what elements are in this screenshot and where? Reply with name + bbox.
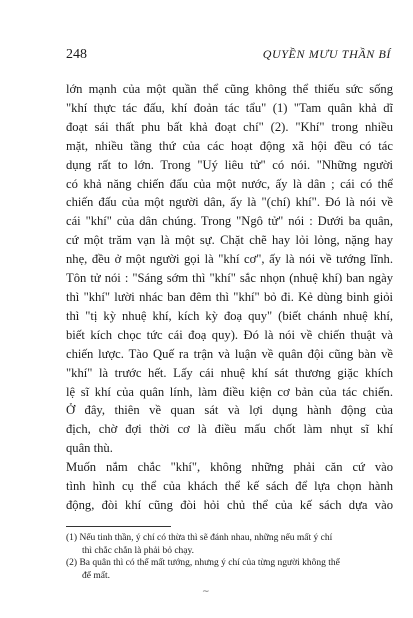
text-line: lệ sĩ khí của quân lính, làm điều kiện cơ bản của tác chiến.: [66, 384, 393, 399]
text-line: "khí thực tác đấu, khí đoản tác tẩu" (1) "Tam quân khả dĩ: [66, 100, 393, 115]
body-paragraph-2: [66, 458, 393, 515]
text-line: nhẹ, đều ở một người gọi là "khí cơ", ấy là nói về tướng lĩnh.: [66, 252, 393, 267]
footnote-divider: [66, 526, 171, 527]
body-paragraph-1: [66, 80, 393, 458]
footnote-2-continuation: để mất.: [82, 570, 110, 581]
text-line: dụng rất to lớn. Trong "Uý liêu tử" có nói. "Những người: [66, 157, 393, 172]
footnotes: [66, 532, 393, 582]
text-line: có khả năng chiến đấu của một nước, ấy là dân ; cái có thể: [66, 176, 393, 191]
text-line: mặt, nhiều tầng thứ của các hoạt động xã hội đều có tác: [66, 138, 393, 153]
text-line: tình hình cụ thể của khách thể kế sách để lựa chọn hành: [66, 479, 393, 493]
text-line: biết kích chọc tức cái đoạ quy). Đó là nói về chiến thuật và: [66, 327, 393, 342]
text-line: Ở đây, thiên về quan sát và lợi dụng hành động của: [66, 403, 393, 418]
text-line: chiến đấu của một người dân, ấy là "(chí) khí". Đó là nói về: [66, 195, 393, 210]
running-title: QUYỀN MƯU THẦN BÍ: [262, 47, 391, 61]
text-line: lớn mạnh của một quần thể cũng không thể thiếu sức sống: [66, 82, 393, 96]
text-line: đoạt sái thất phu bất khả đoạt chí" (2). "Khí" trong nhiều: [66, 119, 393, 134]
page-header: [66, 47, 391, 65]
scan-mark: ~: [202, 587, 210, 597]
text-line: cái "khí" của dân chúng. Trong "Ngô tử" nói : Dưới ba quân,: [66, 214, 393, 229]
text-line: động, đòi khí cũng đòi hỏi chủ thể của kế sách dựa vào: [66, 498, 393, 512]
text-line: "khí" là trước hết. Lấy cái nhuệ khí sát thương giặc khích: [66, 365, 393, 380]
text-line: cứ một trăm vạn là một sự. Chặt chẽ hay lỏi lỏng, nặng hay: [66, 233, 393, 248]
text-line: thì "tị kỳ nhuệ khí, kích kỳ đoạ quy" (biết chánh nhuệ khí,: [66, 308, 393, 323]
text-line: Muốn nắm chắc "khí", không những phải căn cứ vào: [66, 460, 393, 474]
text-line: địch, chờ đợi thời cơ là điều mấu chốt làm nhụt sĩ khí: [66, 422, 393, 437]
text-line: Tôn tử nói : "Sáng sớm thì "khí" sắc nhọn (nhuệ khí) ban ngày: [66, 271, 393, 286]
footnote-1: (1) Nếu tinh thần, ý chí có thừa thì sẽ đánh nhau, những nếu mất ý chí: [66, 533, 333, 543]
footnote-2: (2) Ba quân thì có thể mất tướng, nhưng ý chí của từng người không thể: [66, 558, 340, 569]
text-line: quân thù.: [66, 441, 113, 456]
text-line: thì "khí" lười nhác ban đêm thì "khí" bỏ đi. Kẻ dùng binh giỏi: [66, 289, 393, 304]
footnote-1-continuation: thì chắc chắn là phải bỏ chạy.: [82, 545, 195, 556]
text-line: chiến lược. Tào Quế ra trận và luận về quân đội cũng bàn về: [66, 346, 393, 361]
page-number: 248: [66, 47, 87, 62]
